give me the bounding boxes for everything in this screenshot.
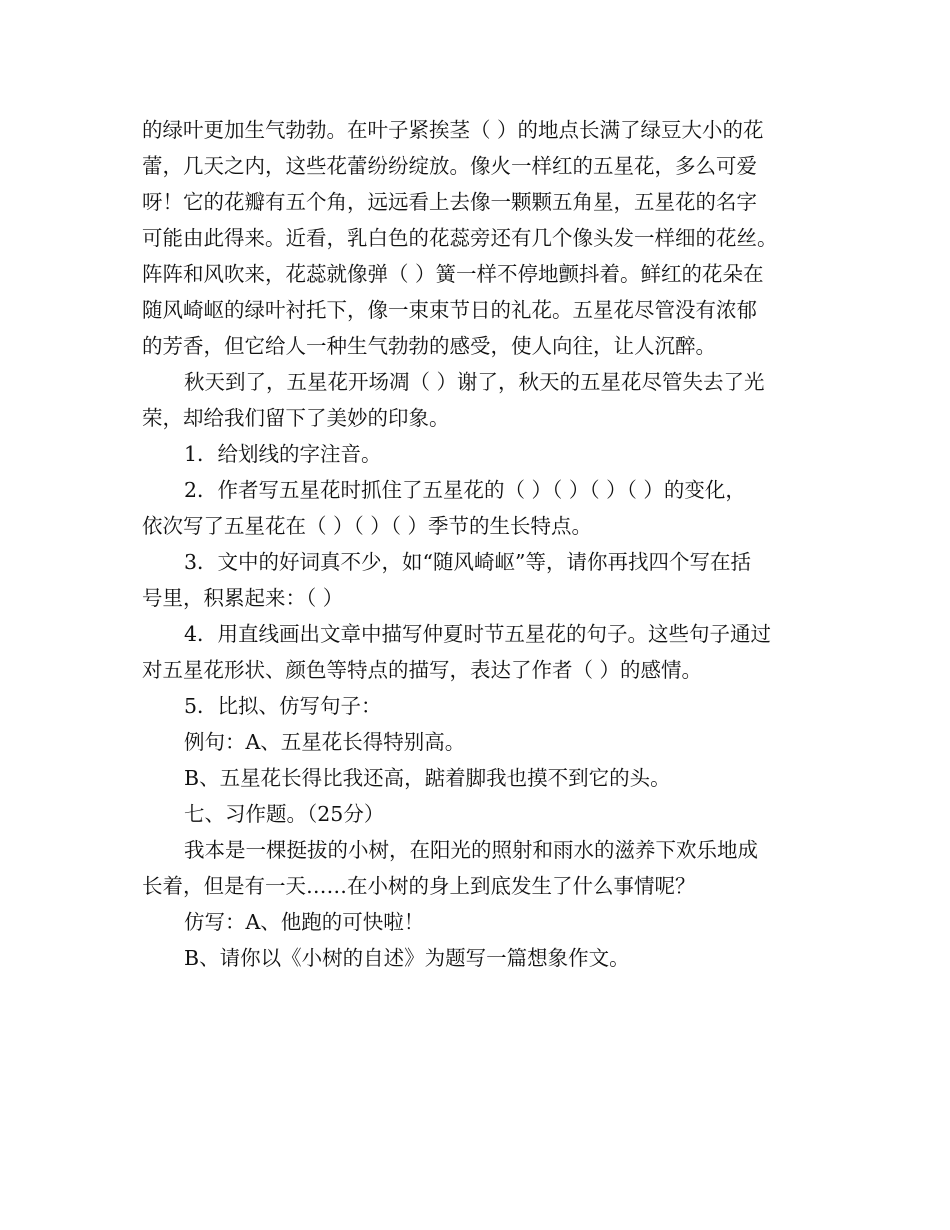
composition-heading: 七、习作题。（25分） <box>184 802 385 826</box>
passage-line: 的绿叶更加生气勃勃。在叶子紧挨茎（ ）的地点长满了绿豆大小的花 <box>142 118 764 142</box>
question-3: 3．文中的好词真不少，如“随风崎岖”等，请你再找四个写在括 <box>184 550 752 574</box>
passage-line: 呀！它的花瓣有五个角，远远看上去像一颗颗五角星，五星花的名字 <box>142 190 757 214</box>
passage-line: 秋天到了，五星花开场凋（ ）谢了，秋天的五星花尽管失去了光 <box>184 370 765 394</box>
composition-prompt: 我本是一棵挺拔的小树，在阳光的照射和雨水的滋养下欢乐地成 <box>184 838 758 862</box>
passage-line: 蕾，几天之内，这些花蕾纷纷绽放。像火一样红的五星花，多么可爱 <box>142 154 757 178</box>
question-3-cont: 号里，积累起来：（ ） <box>142 586 344 610</box>
example-sentence-b: B、五星花长得比我还高，踮着脚我也摸不到它的头。 <box>184 766 671 790</box>
question-2: 2．作者写五星花时抓住了五星花的（ ）（ ）（ ）（ ）的变化， <box>184 478 746 502</box>
example-sentence-a: 例句：A、五星花长得特别高。 <box>184 730 466 754</box>
question-2-cont: 依次写了五星花在（ ）（ ）（ ）季节的生长特点。 <box>142 514 593 538</box>
passage-line: 随风崎岖的绿叶衬托下，像一束束节日的礼花。五星花尽管没有浓郁 <box>142 298 757 322</box>
question-5: 5．比拟、仿写句子： <box>184 694 382 718</box>
passage-line: 可能由此得来。近看，乳白色的花蕊旁还有几个像头发一样细的花丝。 <box>142 226 778 250</box>
question-1: 1．给划线的字注音。 <box>184 442 382 466</box>
question-4: 4．用直线画出文章中描写仲夏时节五星花的句子。这些句子通过 <box>184 622 772 646</box>
imitation-b: B、请你以《小树的自述》为题写一篇想象作文。 <box>184 946 630 970</box>
passage-line: 荣，却给我们留下了美妙的印象。 <box>142 406 450 430</box>
composition-prompt-cont: 长着，但是有一天……在小树的身上到底发生了什么事情呢？ <box>142 874 696 898</box>
passage-line: 的芳香，但它给人一种生气勃勃的感受，使人向往，让人沉醉。 <box>142 334 716 358</box>
imitation-a: 仿写：A、他跑的可快啦！ <box>184 910 425 934</box>
question-4-cont: 对五星花形状、颜色等特点的描写，表达了作者（ ）的感情。 <box>142 658 703 682</box>
passage-line: 阵阵和风吹来，花蕊就像弹（ ）簧一样不停地颤抖着。鲜红的花朵在 <box>142 262 764 286</box>
